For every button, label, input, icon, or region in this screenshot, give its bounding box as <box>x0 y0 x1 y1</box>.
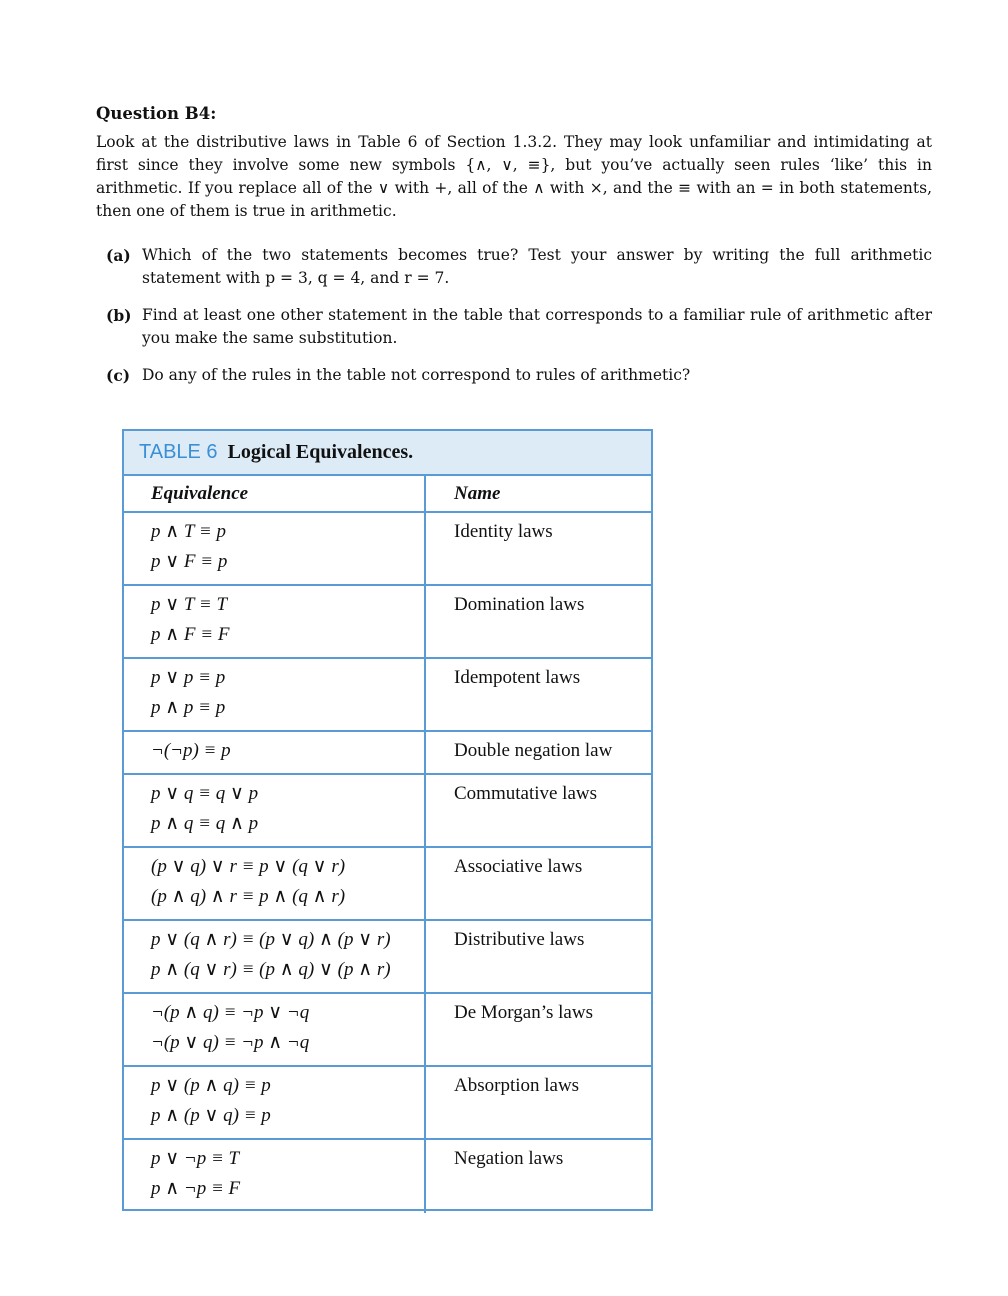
table-row <box>124 1067 651 1140</box>
table-header <box>124 431 651 476</box>
part-text: Which of the two statements becomes true? Test your answer by writing the full arithmetic statement with p = 3, q = 4, and r = 7. <box>142 246 932 287</box>
law-name: Negation laws <box>454 1148 564 1169</box>
part-label: (a) <box>106 246 131 265</box>
table-row <box>124 848 651 921</box>
equivalence-line: p ∨ (p ∧ q) ≡ p <box>151 1075 271 1096</box>
question-parts <box>106 244 932 401</box>
equivalence-line: p ∧ F ≡ F <box>151 624 230 645</box>
law-name: Idempotent laws <box>454 667 581 688</box>
part-label: (b) <box>106 306 132 325</box>
table-row <box>124 775 651 848</box>
column-header-equivalence: Equivalence <box>124 476 426 511</box>
equivalence-line: p ∧ (p ∨ q) ≡ p <box>151 1105 271 1126</box>
equivalence-cell <box>124 513 426 584</box>
law-name: Associative laws <box>454 856 583 877</box>
equivalence-line: p ∨ p ≡ p <box>151 667 226 688</box>
equivalence-line: p ∧ q ≡ q ∧ p <box>151 813 259 834</box>
table-row <box>124 586 651 659</box>
law-name: Distributive laws <box>454 929 585 950</box>
law-name: Double negation law <box>454 740 613 761</box>
table-row <box>124 921 651 994</box>
part-text: Find at least one other statement in the table that corresponds to a familiar rule of arithmetic after you make the same substitution. <box>142 306 932 347</box>
table-row <box>124 513 651 586</box>
equivalence-line: ¬(p ∧ q) ≡ ¬p ∨ ¬q <box>151 1002 310 1023</box>
equivalence-line: (p ∧ q) ∧ r ≡ p ∧ (q ∧ r) <box>151 886 346 907</box>
table-row <box>124 732 651 775</box>
equivalence-cell <box>124 994 426 1065</box>
question-title: Question B4: <box>96 104 217 123</box>
equivalence-line: ¬(p ∨ q) ≡ ¬p ∧ ¬q <box>151 1032 310 1053</box>
table-caption: Logical Equivalences. <box>227 441 414 463</box>
part-a <box>106 244 932 290</box>
part-label: (c) <box>106 366 131 385</box>
equivalence-cell <box>124 775 426 846</box>
equivalence-cell <box>124 848 426 919</box>
table-row <box>124 1140 651 1213</box>
equivalence-line: p ∧ ¬p ≡ F <box>151 1178 241 1199</box>
part-c <box>106 364 932 387</box>
equivalence-line: p ∧ (q ∨ r) ≡ (p ∧ q) ∨ (p ∧ r) <box>151 959 391 980</box>
equivalence-line: ¬(¬p) ≡ p <box>151 740 231 761</box>
equivalence-cell <box>124 732 426 773</box>
table-row <box>124 994 651 1067</box>
equivalence-line: p ∨ q ≡ q ∨ p <box>151 783 259 804</box>
equivalence-cell <box>124 1067 426 1138</box>
equivalence-line: p ∧ p ≡ p <box>151 697 226 718</box>
equivalence-cell <box>124 586 426 657</box>
equivalence-line: p ∨ T ≡ T <box>151 594 228 615</box>
equivalence-cell <box>124 921 426 992</box>
law-name: Commutative laws <box>454 783 598 804</box>
equivalence-cell <box>124 1140 426 1213</box>
table-row <box>124 659 651 732</box>
part-b <box>106 304 932 350</box>
table-label: TABLE 6 <box>139 441 218 463</box>
law-name: Absorption laws <box>454 1075 580 1096</box>
equivalence-line: p ∧ T ≡ p <box>151 521 226 542</box>
logical-equivalences-table <box>122 429 653 1211</box>
part-text: Do any of the rules in the table not correspond to rules of arithmetic? <box>142 366 691 384</box>
column-headers <box>124 476 651 513</box>
law-name: Domination laws <box>454 594 585 615</box>
equivalence-line: (p ∨ q) ∨ r ≡ p ∨ (q ∨ r) <box>151 856 346 877</box>
equivalence-line: p ∨ F ≡ p <box>151 551 228 572</box>
law-name: De Morgan’s laws <box>454 1002 593 1023</box>
law-name: Identity laws <box>454 521 553 542</box>
column-header-name: Name <box>454 482 501 504</box>
equivalence-line: p ∨ (q ∧ r) ≡ (p ∨ q) ∧ (p ∨ r) <box>151 929 391 950</box>
equivalence-line: p ∨ ¬p ≡ T <box>151 1148 240 1169</box>
equivalence-cell <box>124 659 426 730</box>
question-body: Look at the distributive laws in Table 6 of Section 1.3.2. They may look unfamiliar and intimidating at first since they involve some new symbols {∧, ∨, ≡}, but you’ve actually seen rules ‘like’ this in arithmetic. If you replace all of the ∨ with +, all of the ∧ with ×, and the ≡ with an = in both statements, then one of them is true in arithmetic. <box>96 133 932 220</box>
